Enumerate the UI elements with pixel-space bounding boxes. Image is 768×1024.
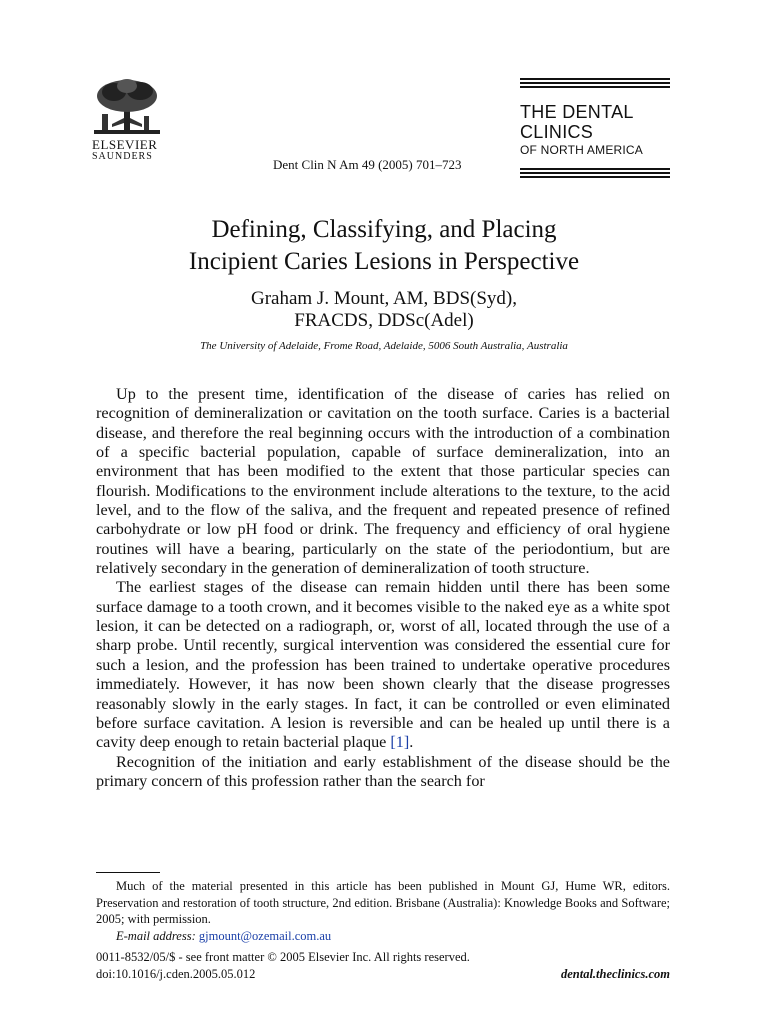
footnote-text: Much of the material presented in this article has been published in Mount GJ, Hume WR, editors. Preservation and restoration of tooth structure, 2nd edition. Brisbane (Australia): Knowledge Books and Software; 2005; with permission. (96, 879, 670, 926)
journal-website: dental.theclinics.com (560, 967, 670, 981)
doi: doi:10.1016/j.cden.2005.05.012 (96, 967, 256, 981)
journal-title-block (520, 78, 670, 180)
article-title-line1: Defining, Classifying, and Placing (211, 216, 557, 243)
author-line1: Graham J. Mount, AM, BDS(Syd), (250, 288, 517, 309)
journal-title-line3: OF NORTH AMERICA (520, 143, 643, 157)
paragraph-end: . (409, 733, 414, 752)
publisher-imprint: SAUNDERS (92, 151, 153, 162)
author-line2: FRACDS, DDSc(Adel) (294, 310, 474, 331)
paragraph-text: The earliest stages of the disease can remain hidden until there has been some surface damage to a tooth crown, and it becomes visible to the naked eye as a white spot lesion, it can be detected on a radiograph, or, worst of all, located through the use of a sharp probe. Until recently, surgical intervention was considered the essential cure for such a lesion, and the profession has been trained to undertake operative procedures immediately. However, it has now been shown clearly that the disease progresses reasonably slowly in the early stages. In fact, it can be controlled or even eliminated before surface cavitation. A lesion is reversible and can be healed up until there is a cavity deep enough to retain bacterial plaque (96, 578, 670, 752)
journal-rule-bottom (520, 168, 670, 178)
body-paragraph (96, 578, 670, 752)
email-link[interactable]: gjmount@ozemail.com.au (198, 928, 332, 943)
footnote-rule (96, 872, 160, 873)
copyright-line: 0011-8532/05/$ - see front matter © 2005 Elsevier Inc. All rights reserved. (96, 950, 470, 964)
journal-title-line2: CLINICS (520, 122, 594, 142)
journal-citation: Dent Clin N Am 49 (2005) 701–723 (273, 157, 462, 172)
article-body (96, 385, 670, 791)
body-paragraph: Recognition of the initiation and early establishment of the disease should be the primary concern of this profession rather than the search for (96, 752, 670, 790)
article-title-line2: Incipient Caries Lesions in Perspective (188, 248, 580, 275)
journal-rule-top (520, 78, 670, 88)
email-label: E-mail address: (116, 928, 196, 943)
elsevier-tree-icon (92, 78, 162, 136)
body-paragraph: Up to the present time, identification of the disease of caries has relied on recognition of demineralization or cavitation on the tooth surface. Caries is a bacterial disease, and therefore the real beginning occurs with the introduction of a combination of a specific bacterial population, capable of surface demineralization, into an environment that has been modified to the extent that those particular species can flourish. Modifications to the environment include alterations to the texture, to the acid level, and to the flow of the saliva, and the frequent and repeated presence of refined carbohydrate or low pH food or drink. The frequency and efficiency of oral hygiene routines will have a bearing, particularly on the state of the periodontium, but are relatively secondary in the generation of demineralization of tooth structure. (96, 385, 670, 578)
article-title (0, 214, 768, 278)
publisher-logo (92, 78, 172, 162)
footnote (96, 878, 670, 944)
author-affiliation: The University of Adelaide, Frome Road, Adelaide, 5006 South Australia, Australia (200, 340, 568, 352)
publisher-name: ELSEVIER (92, 137, 158, 152)
email-line (96, 928, 670, 945)
reference-link[interactable]: [1] (390, 733, 410, 752)
journal-title-line1: THE DENTAL (520, 102, 634, 122)
author-block (0, 288, 768, 332)
